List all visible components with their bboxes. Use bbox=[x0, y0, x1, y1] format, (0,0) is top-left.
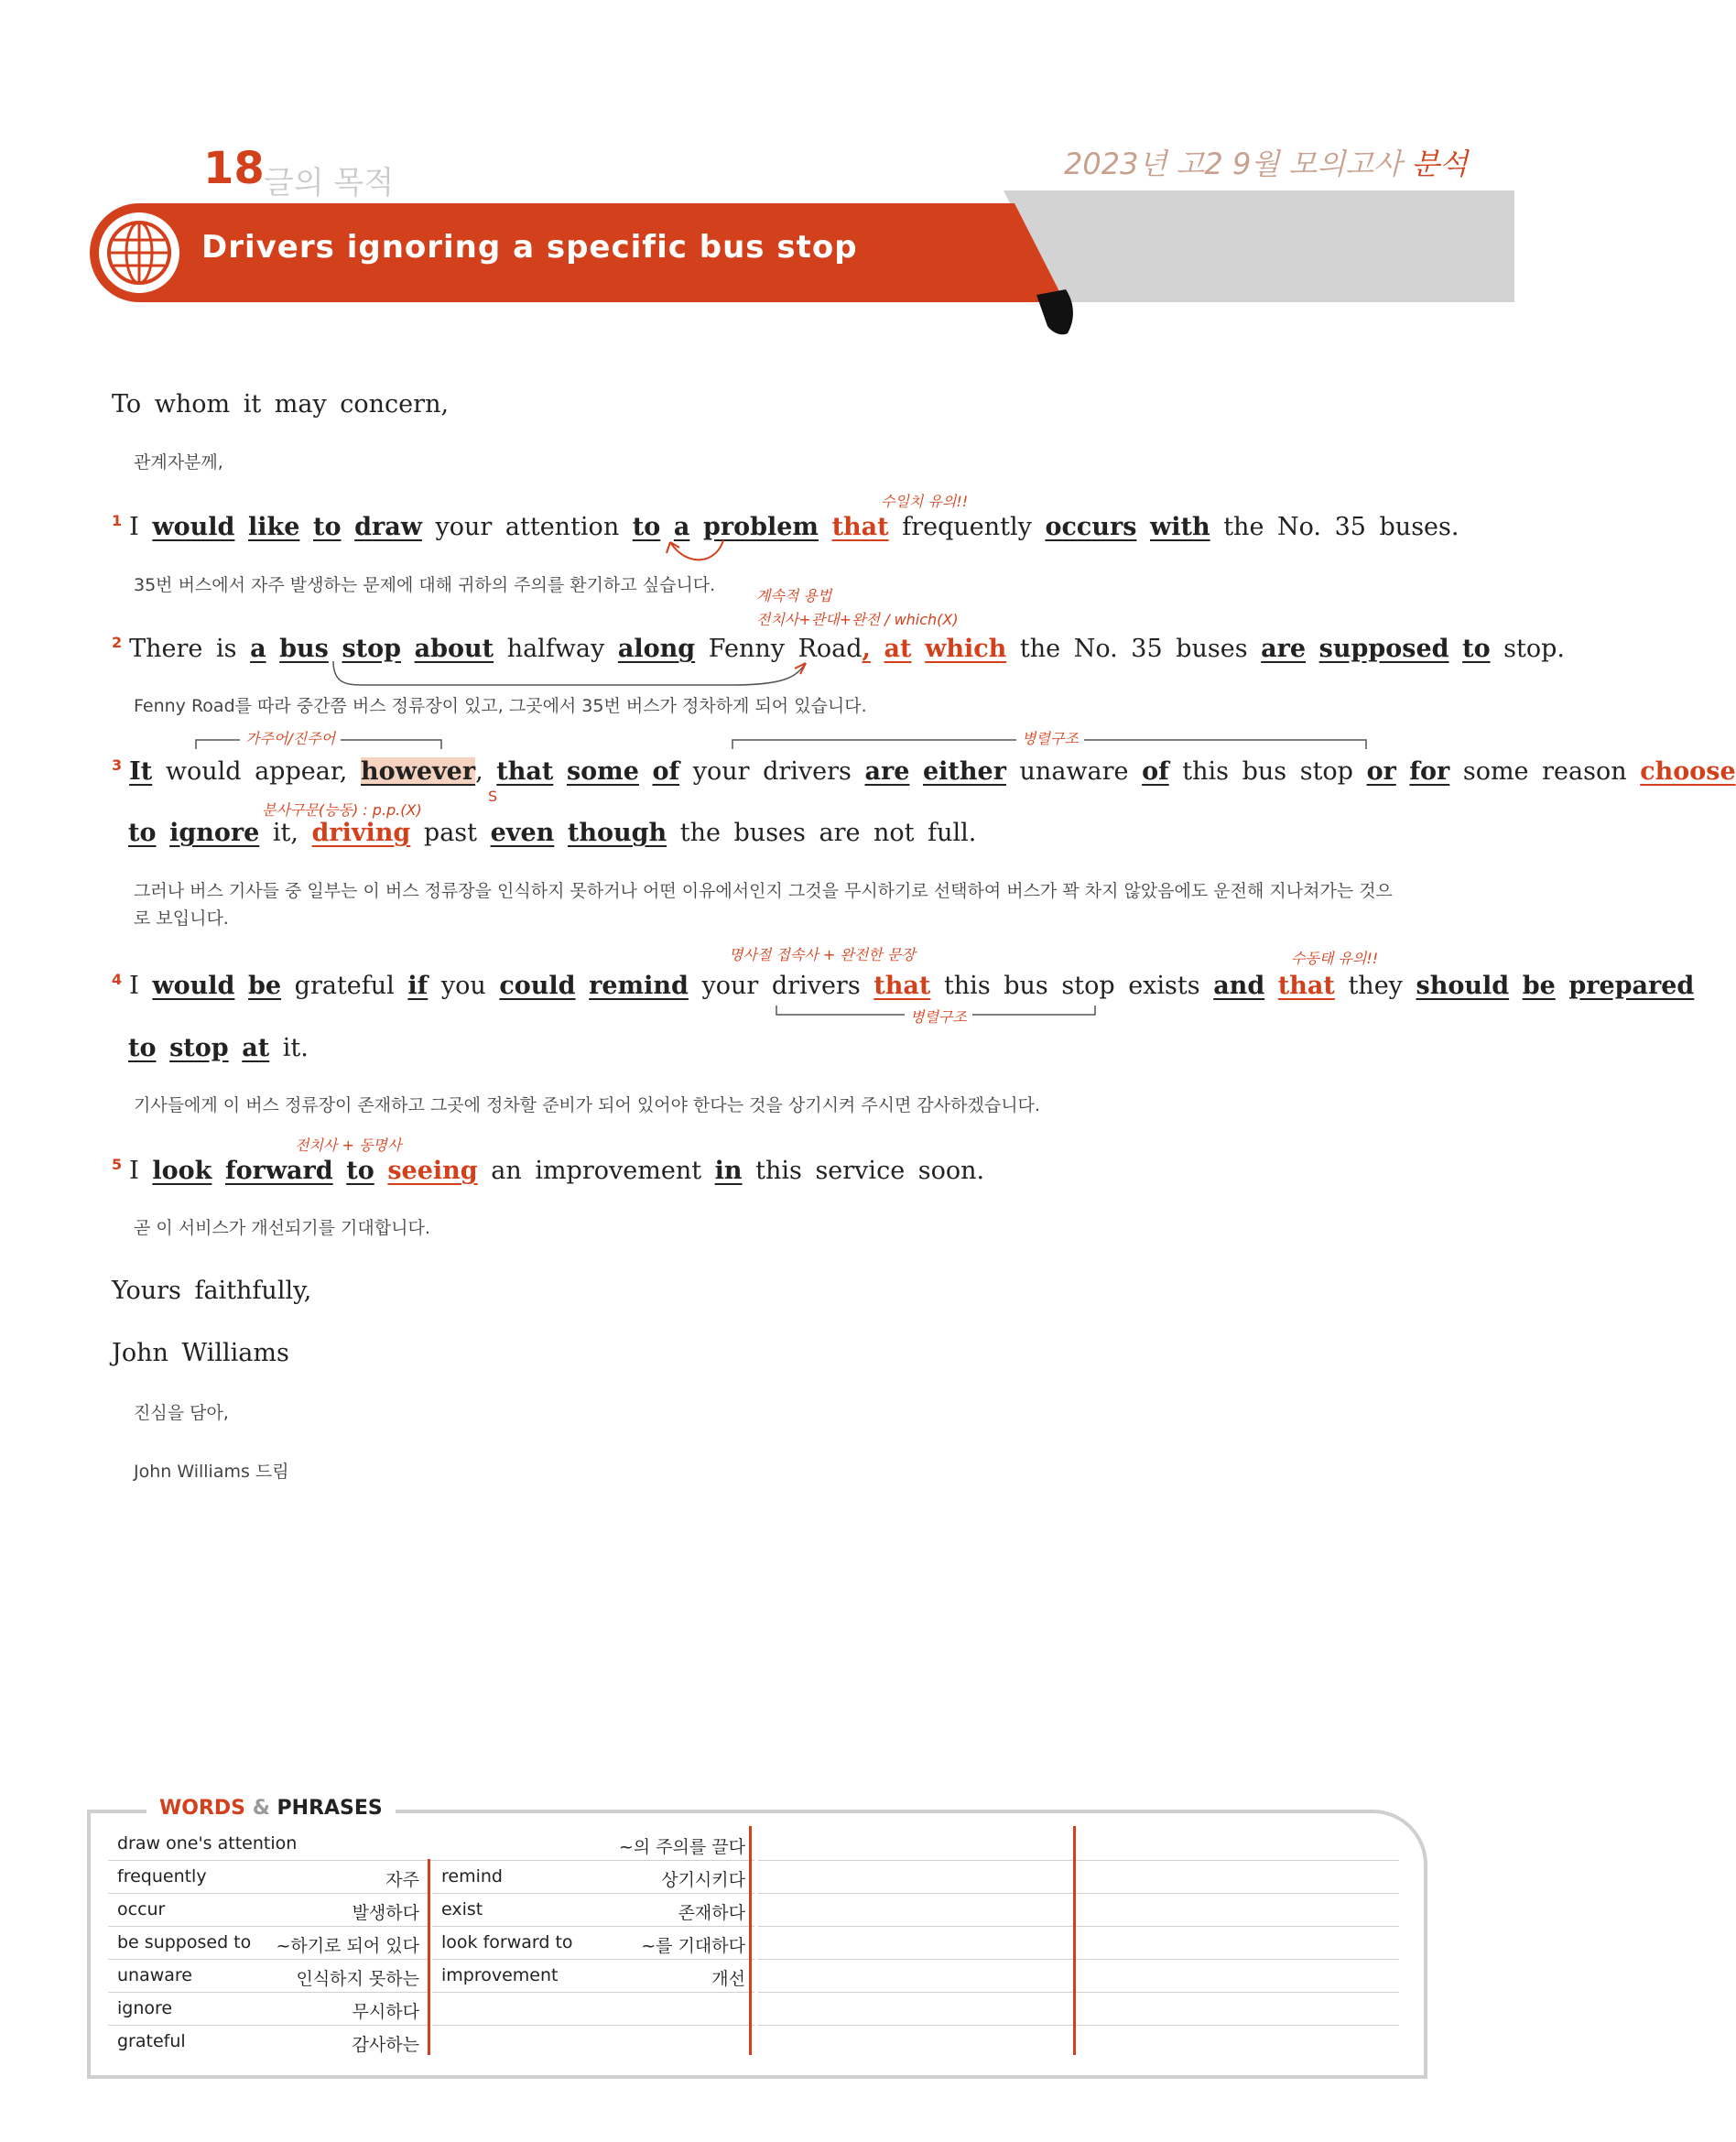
note: 병렬구조 bbox=[905, 1006, 972, 1027]
vocab-row bbox=[758, 1828, 1399, 1861]
sentence-2: $^2$ There is a bus stop about halfway along Fenny Road, at which the No. 35 buses are supposed to stop. bbox=[112, 634, 1566, 663]
sentence-4-kr: 기사들에게 이 버스 정류장이 존재하고 그곳에 정차할 준비가 되어 있어야 한다는 것을 상기시켜 주시면 감사하겠습니다. bbox=[134, 1095, 1040, 1115]
signature: John Williams bbox=[112, 1339, 289, 1367]
vocab-row bbox=[758, 1894, 1399, 1927]
vocab-row bbox=[758, 1960, 1399, 1993]
sentence-3-kr: 그러나 버스 기사들 중 일부는 이 버스 정류장을 인식하지 못하거나 어떤 이유에서인지 그것을 무시하기로 선택하여 버스가 꽉 차지 않았음에도 운전해 지나쳐가는 것으로 보입니다. bbox=[134, 881, 1393, 930]
sentence-5: $^5$ I look forward to seeing an improvement in this service soon. bbox=[112, 1156, 985, 1185]
sentence-2-kr: Fenny Road를 따라 중간쯤 버스 정류장이 있고, 그곳에서 35번 버스가 정차하게 되어 있습니다. bbox=[134, 696, 867, 716]
vocab-row: exist 존재하다 bbox=[432, 1894, 754, 1927]
salutation-kr: 관계자분께, bbox=[134, 452, 223, 473]
note: 수동태 유의!! bbox=[1291, 950, 1379, 967]
vocab-row bbox=[758, 1927, 1399, 1960]
vocab-row bbox=[432, 1993, 754, 2026]
note: 수일치 유의!! bbox=[881, 493, 969, 510]
banner-fold-shape bbox=[1033, 289, 1079, 339]
note: 병렬구조 bbox=[1016, 727, 1084, 748]
banner-gray-shape bbox=[1004, 190, 1514, 305]
closing: Yours faithfully, bbox=[112, 1277, 312, 1305]
exam-label: 2023년 고2 9월 모의고사 분석 bbox=[1064, 147, 1469, 181]
vocab-row: grateful 감사하는 bbox=[117, 2031, 419, 2055]
vocab-row: remind 상기시키다 bbox=[432, 1861, 754, 1894]
bracket-mark bbox=[330, 658, 824, 694]
vocab-row: unaware 인식하지 못하는 bbox=[108, 1960, 429, 1993]
vocab-row: draw one's attention ~의 주의를 끌다 bbox=[108, 1828, 754, 1861]
note: 전치사 + 동명사 bbox=[295, 1136, 402, 1154]
vocab-row bbox=[758, 1993, 1399, 2026]
note: S bbox=[488, 788, 498, 805]
sentence-1-kr: 35번 버스에서 자주 발생하는 문제에 대해 귀하의 주의를 환기하고 싶습니다. bbox=[134, 575, 716, 595]
vocab-row: improvement 개선 bbox=[432, 1960, 754, 1993]
sentence-3-cont: to ignore it, driving past even though the buses are not full. bbox=[128, 819, 977, 847]
note: 전치사+관대+완전 / which(X) bbox=[756, 611, 959, 628]
bracket-mark bbox=[194, 731, 1375, 755]
vocab-row: be supposed to ~하기로 되어 있다 bbox=[108, 1927, 429, 1960]
page-title: Drivers ignoring a specific bus stop bbox=[201, 229, 858, 266]
divider bbox=[428, 1859, 430, 2055]
sentence-3: $^3$ It would appear, however, that some of your drivers are either unaware of this bus stop or for some reason choose bbox=[112, 756, 1736, 786]
salutation: To whom it may concern, bbox=[112, 390, 450, 419]
section-subject: 글의 목적 bbox=[264, 165, 395, 201]
sentence-1: $^1$ I would like to draw your attention to a problem that frequently occurs with the No. 35 buses. bbox=[112, 512, 1459, 541]
globe-icon bbox=[99, 212, 179, 293]
vocab-row: ignore 무시하다 bbox=[108, 1993, 429, 2026]
vocab-row bbox=[758, 1861, 1399, 1894]
closing-kr: 진심을 담아, bbox=[134, 1403, 229, 1423]
vocab-row: look forward to ~를 기대하다 bbox=[432, 1927, 754, 1960]
sentence-4-cont: to stop at it. bbox=[128, 1034, 309, 1062]
note: 계속적 용법 bbox=[756, 587, 832, 604]
note: 분사구문(능동) : p.p.(X) bbox=[262, 801, 422, 819]
note: 가주어/진주어 bbox=[240, 727, 341, 748]
note: 명사절 접속사 + 완전한 문장 bbox=[729, 946, 916, 963]
vocab-row: frequently 자주 bbox=[108, 1861, 429, 1894]
divider bbox=[1073, 1826, 1076, 2055]
words-phrases-label: WORDS & PHRASES bbox=[146, 1797, 396, 1820]
sentence-5-kr: 곧 이 서비스가 개선되기를 기대합니다. bbox=[134, 1218, 430, 1238]
arrow-mark bbox=[659, 537, 742, 568]
vocab-row: occur 발생하다 bbox=[108, 1894, 429, 1927]
signature-kr: John Williams 드림 bbox=[134, 1462, 289, 1482]
section-number: 18 bbox=[203, 143, 265, 194]
divider bbox=[749, 1826, 752, 2055]
sentence-4: $^4$ I would be grateful if you could remind your drivers that this bus stop exists and that they should be prepared bbox=[112, 971, 1695, 1000]
